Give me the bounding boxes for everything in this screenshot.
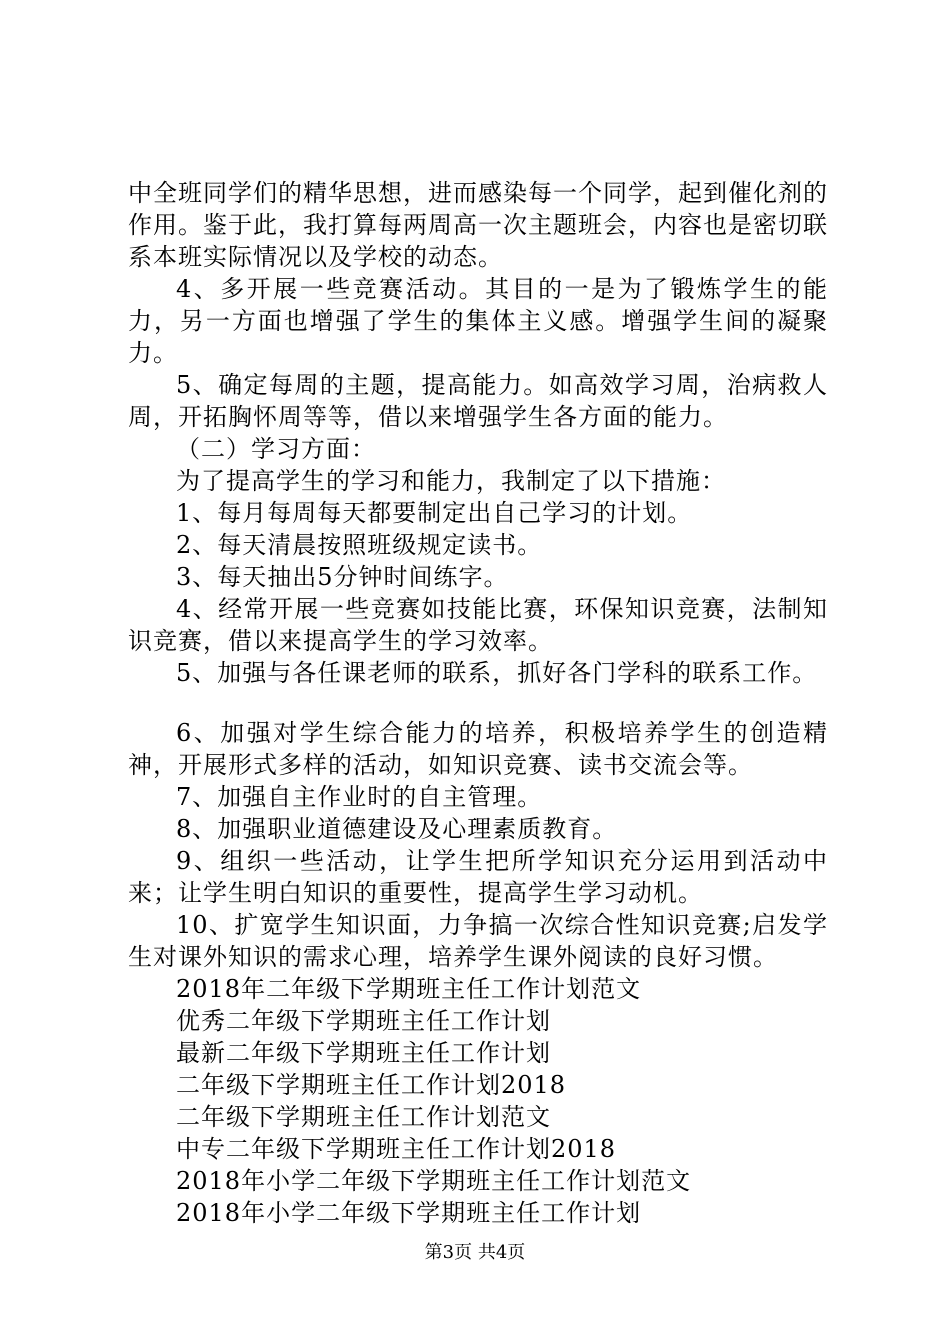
paragraph: （二）学习方面： bbox=[176, 435, 376, 463]
paragraph: 二年级下学期班主任工作计划2018 bbox=[176, 1071, 567, 1099]
paragraph: 5、确定每周的主题，提高能力。如高效学习周，治病救人周，开拓胸怀周等等，借以来增强学生各方面的能力。 bbox=[128, 371, 828, 431]
paragraph: 中全班同学们的精华思想，进而感染每一个同学，起到催化剂的作用。鉴于此，我打算每两周高一次主题班会，内容也是密切联系本班实际情况以及学校的动态。 bbox=[128, 179, 828, 271]
paragraph: 6、加强对学生综合能力的培养，积极培养学生的创造精神，开展形式多样的活动，如知识竞赛、读书交流会等。 bbox=[128, 719, 828, 779]
paragraph: 1、每月每周每天都要制定出自己学习的计划。 bbox=[176, 499, 693, 527]
paragraph: 9、组织一些活动，让学生把所学知识充分运用到活动中来；让学生明白知识的重要性，提高学生学习动机。 bbox=[128, 847, 828, 907]
paragraph: 3、每天抽出5分钟时间练字。 bbox=[176, 563, 509, 591]
paragraph: 7、加强自主作业时的自主管理。 bbox=[176, 783, 543, 811]
paragraph: 10、扩宽学生知识面，力争搞一次综合性知识竞赛;启发学生对课外知识的需求心理，培养学生课外阅读的良好习惯。 bbox=[128, 911, 828, 971]
paragraph: 4、经常开展一些竞赛如技能比赛，环保知识竞赛，法制知识竞赛，借以来提高学生的学习效率。 bbox=[128, 595, 828, 655]
page-footer: 第3页 共4页 bbox=[424, 1242, 526, 1263]
paragraph-gap bbox=[128, 689, 828, 717]
paragraph: 优秀二年级下学期班主任工作计划 bbox=[176, 1007, 551, 1035]
paragraph: 为了提高学生的学习和能力，我制定了以下措施： bbox=[176, 467, 726, 495]
paragraph: 4、多开展一些竞赛活动。其目的一是为了锻炼学生的能力，另一方面也增强了学生的集体主义感。增强学生间的凝聚力。 bbox=[128, 275, 828, 367]
document-body bbox=[128, 177, 828, 1229]
paragraph: 8、加强职业道德建设及心理素质教育。 bbox=[176, 815, 618, 843]
paragraph: 最新二年级下学期班主任工作计划 bbox=[176, 1039, 551, 1067]
paragraph: 中专二年级下学期班主任工作计划2018 bbox=[176, 1135, 617, 1163]
paragraph: 二年级下学期班主任工作计划范文 bbox=[176, 1103, 551, 1131]
paragraph: 5、加强与各任课老师的联系，抓好各门学科的联系工作。 bbox=[176, 659, 818, 687]
paragraph: 2018年小学二年级下学期班主任工作计划范文 bbox=[176, 1167, 692, 1195]
paragraph: 2、每天清晨按照班级规定读书。 bbox=[176, 531, 543, 559]
paragraph: 2018年小学二年级下学期班主任工作计划 bbox=[176, 1199, 642, 1227]
paragraph: 2018年二年级下学期班主任工作计划范文 bbox=[176, 975, 642, 1003]
